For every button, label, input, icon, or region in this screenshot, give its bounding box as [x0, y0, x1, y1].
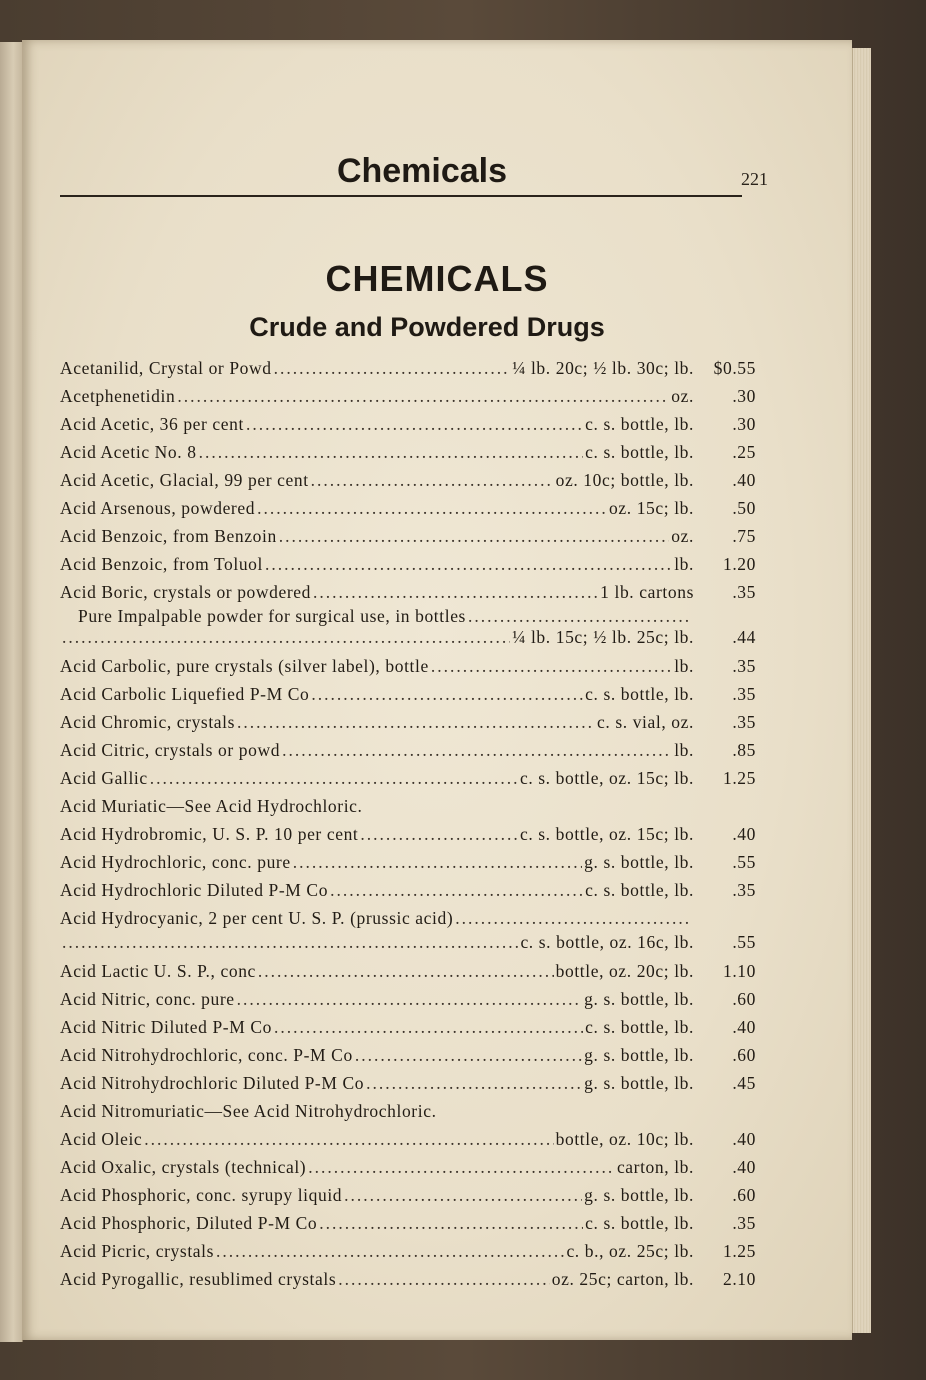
list-item [60, 1181, 756, 1209]
list-item [60, 904, 756, 932]
list-item [60, 354, 756, 382]
list-item [60, 652, 756, 680]
item-packaging: lb. [674, 554, 694, 574]
item-price: .45 [732, 1073, 756, 1093]
dot-leader [274, 354, 511, 382]
item-packaging: carton, lb. [616, 1157, 694, 1177]
list-item [60, 820, 756, 848]
item-packaging: g. s. bottle, lb. [584, 852, 694, 872]
item-name: Acid Lactic U. S. P., conc [60, 961, 256, 981]
item-name: Acid Nitromuriatic—See Acid Nitrohydrochloric. [60, 1101, 437, 1121]
list-item [60, 1237, 756, 1265]
item-price: .25 [732, 442, 756, 462]
list-item [60, 1153, 756, 1181]
item-packaging: c. s. bottle, lb. [585, 1017, 694, 1037]
dot-leader [293, 848, 582, 876]
dot-leader [468, 606, 692, 627]
item-name: Acid Phosphoric, conc. syrupy liquid [60, 1185, 343, 1205]
item-name: Acetphenetidin [60, 386, 176, 406]
item-packaging: g. s. bottle, lb. [584, 1185, 694, 1205]
item-name: Acid Hydrochloric, conc. pure [60, 852, 291, 872]
list-item [60, 578, 756, 606]
dot-leader [311, 680, 583, 708]
item-packaging: oz. 10c; bottle, lb. [555, 470, 694, 490]
dot-leader [311, 466, 554, 494]
item-price: 1.20 [722, 554, 756, 574]
dot-leader [282, 736, 672, 764]
dot-leader [257, 494, 607, 522]
item-price: .35 [732, 880, 756, 900]
page-block-edges [852, 48, 871, 1333]
list-item [60, 410, 756, 438]
list-item [60, 1013, 756, 1041]
list-item-cross-reference [60, 792, 756, 820]
item-packaging: c. s. bottle, oz. 15c; lb. [519, 824, 694, 844]
item-packaging: g. s. bottle, lb. [584, 1045, 694, 1065]
list-item [60, 1209, 756, 1237]
item-price: .40 [732, 1157, 756, 1177]
item-name: Acid Nitric Diluted P-M Co [60, 1017, 272, 1037]
item-packaging: oz. 25c; carton, lb. [551, 1269, 694, 1289]
item-name: Acid Carbolic Liquefied P-M Co [60, 684, 310, 704]
dot-leader [319, 1209, 583, 1237]
dot-leader [360, 820, 518, 848]
dot-leader [431, 652, 672, 680]
item-name: Acid Oleic [60, 1129, 143, 1149]
list-item [60, 736, 756, 764]
dot-leader [313, 578, 598, 606]
item-packaging: oz. [671, 386, 694, 406]
list-item [60, 680, 756, 708]
list-item [60, 1069, 756, 1097]
item-price: .55 [732, 852, 756, 872]
dot-leader [330, 876, 583, 904]
list-item [60, 708, 756, 736]
item-name: Acid Hydrobromic, U. S. P. 10 per cent [60, 824, 359, 844]
item-price: 2.10 [722, 1269, 756, 1289]
list-item [60, 764, 756, 792]
item-packaging: c. s. bottle, lb. [585, 414, 694, 434]
dot-leader [265, 550, 672, 578]
item-packaging: oz. 15c; lb. [609, 498, 694, 518]
item-name: Acid Gallic [60, 768, 148, 788]
list-item [60, 876, 756, 904]
list-item [60, 438, 756, 466]
item-price: .40 [732, 1017, 756, 1037]
list-item [60, 1265, 756, 1293]
item-packaging: c. b., oz. 25c; lb. [566, 1241, 694, 1261]
item-packaging: g. s. bottle, lb. [584, 989, 694, 1009]
item-name: Pure Impalpable powder for surgical use, in bottles [78, 606, 466, 626]
list-item [60, 1041, 756, 1069]
dot-leader [258, 957, 554, 985]
list-item [60, 522, 756, 550]
section-title: CHEMICALS [325, 258, 549, 299]
item-price: .85 [732, 740, 756, 760]
previous-page-edge [0, 42, 23, 1342]
item-price: .30 [732, 386, 756, 406]
item-name: Acid Chromic, crystals [60, 712, 236, 732]
item-name: Acid Citric, crystals or powd [60, 740, 281, 760]
item-price: .40 [732, 824, 756, 844]
item-price: .44 [732, 627, 756, 647]
dot-leader [216, 1237, 564, 1265]
item-packaging: c. s. bottle, lb. [585, 880, 694, 900]
price-list [60, 354, 756, 1293]
running-title: Chemicals [336, 152, 508, 190]
item-price: .35 [732, 712, 756, 732]
item-packaging: g. s. bottle, lb. [584, 1073, 694, 1093]
item-name: Acid Benzoic, from Toluol [60, 554, 263, 574]
item-price: .60 [732, 989, 756, 1009]
item-packaging: c. s. vial, oz. [597, 712, 694, 732]
dot-leader [237, 985, 582, 1013]
item-price: 1.25 [722, 1241, 756, 1261]
item-name: Acid Nitrohydrochloric, conc. P-M Co [60, 1045, 353, 1065]
item-price: .75 [732, 526, 756, 546]
item-packaging: lb. [674, 656, 694, 676]
dot-leader [344, 1181, 582, 1209]
list-item [60, 550, 756, 578]
item-packaging: c. s. bottle, oz. 15c; lb. [519, 768, 694, 788]
list-item-subentry [60, 606, 756, 627]
item-name: Acid Benzoic, from Benzoin [60, 526, 277, 546]
list-item [60, 466, 756, 494]
dot-leader [274, 1013, 583, 1041]
dot-leader [246, 410, 583, 438]
item-packaging: c. s. bottle, lb. [585, 684, 694, 704]
item-price: .35 [732, 656, 756, 676]
item-name: Acid Acetic No. 8 [60, 442, 197, 462]
item-price: $0.55 [713, 358, 756, 378]
item-name: Acid Picric, crystals [60, 1241, 215, 1261]
item-price: .30 [732, 414, 756, 434]
item-name: Acid Phosphoric, Diluted P-M Co [60, 1213, 318, 1233]
item-name: Acid Acetic, Glacial, 99 per cent [60, 470, 309, 490]
item-packaging: oz. [671, 526, 694, 546]
item-name: Acid Carbolic, pure crystals (silver label), bottle [60, 656, 429, 676]
page-number: 221 [741, 169, 768, 189]
dot-leader [366, 1069, 582, 1097]
item-packaging: bottle, oz. 10c; lb. [555, 1129, 694, 1149]
dot-leader [62, 932, 518, 953]
dot-leader [237, 708, 595, 736]
item-price: .40 [732, 1129, 756, 1149]
item-price: .40 [732, 470, 756, 490]
list-item [60, 957, 756, 985]
item-price: .60 [732, 1045, 756, 1065]
item-name: Acid Boric, crystals or powdered [60, 582, 312, 602]
item-name: Acid Oxalic, crystals (technical) [60, 1157, 307, 1177]
dot-leader [199, 438, 584, 466]
item-price: .35 [732, 1213, 756, 1233]
item-packaging: ¼ lb. 20c; ½ lb. 30c; lb. [512, 358, 694, 378]
item-packaging: bottle, oz. 20c; lb. [555, 961, 694, 981]
list-item-continuation [60, 627, 756, 648]
item-price: .60 [732, 1185, 756, 1205]
item-price: .35 [732, 684, 756, 704]
item-name: Acid Hydrocyanic, 2 per cent U. S. P. (prussic acid) [60, 908, 454, 928]
list-item [60, 1125, 756, 1153]
item-price: .55 [732, 932, 756, 952]
item-price: .35 [732, 582, 756, 602]
item-name: Acid Acetic, 36 per cent [60, 414, 244, 434]
item-name: Acetanilid, Crystal or Powd [60, 358, 272, 378]
dot-leader [308, 1153, 615, 1181]
item-packaging: lb. [674, 740, 694, 760]
catalog-page [22, 40, 852, 1340]
item-packaging: c. s. bottle, oz. 16c, lb. [520, 932, 694, 952]
item-packaging: c. s. bottle, lb. [585, 1213, 694, 1233]
item-name: Acid Muriatic—See Acid Hydrochloric. [60, 796, 363, 816]
section-subtitle: Crude and Powdered Drugs [249, 312, 605, 342]
item-price: 1.25 [722, 768, 756, 788]
dot-leader [177, 382, 669, 410]
list-item [60, 494, 756, 522]
dot-leader [355, 1041, 582, 1069]
dot-leader [62, 627, 510, 648]
item-packaging: ¼ lb. 15c; ½ lb. 25c; lb. [512, 627, 694, 647]
header-rule [60, 195, 742, 197]
item-name: Acid Nitric, conc. pure [60, 989, 235, 1009]
dot-leader [455, 904, 692, 932]
item-name: Acid Hydrochloric Diluted P-M Co [60, 880, 329, 900]
list-item [60, 985, 756, 1013]
item-name: Acid Nitrohydrochloric Diluted P-M Co [60, 1073, 365, 1093]
item-packaging: c. s. bottle, lb. [585, 442, 694, 462]
item-packaging: 1 lb. cartons [600, 582, 694, 602]
list-item [60, 848, 756, 876]
dot-leader [150, 764, 518, 792]
list-item-cross-reference [60, 1097, 756, 1125]
item-price: .50 [732, 498, 756, 518]
dot-leader [279, 522, 670, 550]
list-item [60, 382, 756, 410]
item-name: Acid Arsenous, powdered [60, 498, 256, 518]
dot-leader [338, 1265, 550, 1293]
item-name: Acid Pyrogallic, resublimed crystals [60, 1269, 337, 1289]
dot-leader [144, 1125, 553, 1153]
list-item-continuation [60, 932, 756, 953]
item-price: 1.10 [722, 961, 756, 981]
